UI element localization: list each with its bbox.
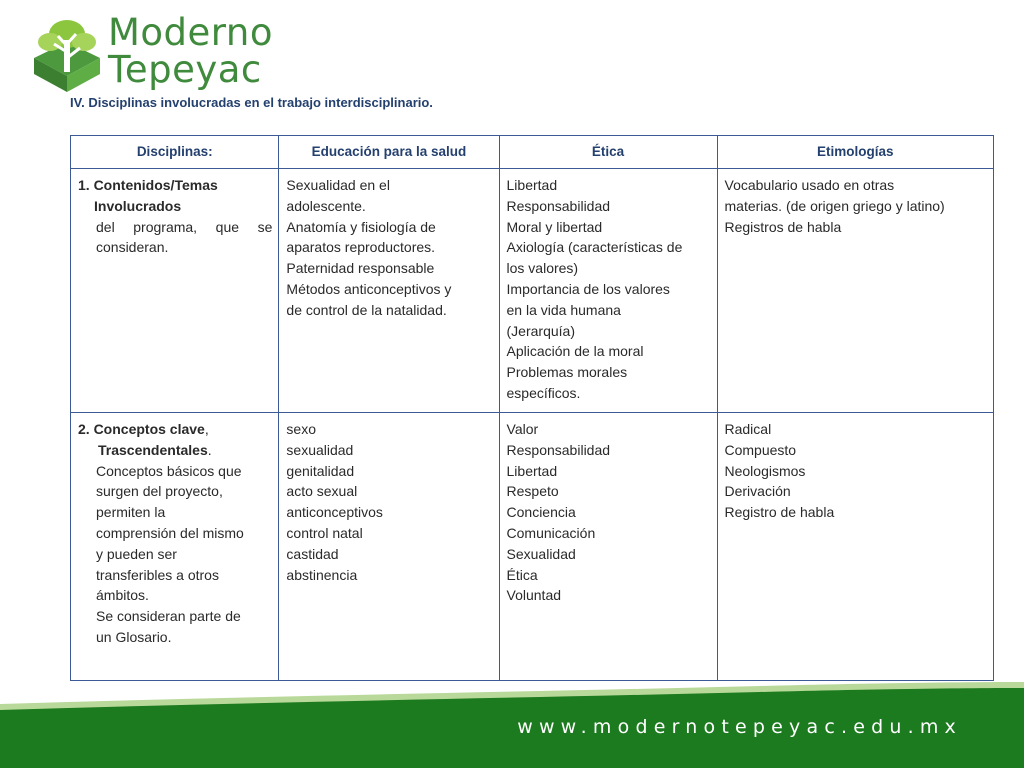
list-item: Paternidad responsable [286,260,435,277]
list-item: permiten la [96,504,166,521]
tree-logo-icon [28,14,106,94]
list-item: Importancia de los valores [506,280,670,297]
list-item: Se consideran parte de [96,608,241,625]
row1-salud [279,169,499,413]
list-item: materias. (de origen griego y latino) [724,197,945,214]
list-item: anticonceptivos [286,504,383,521]
list-item: Ética [506,566,538,583]
disciplines-table [70,135,994,681]
row2-etica [499,413,717,681]
list-item: Compuesto [724,441,797,458]
list-item: Registro de habla [724,504,835,521]
website-link[interactable]: www.modernotepeyac.edu.mx [517,716,962,738]
list-item: Valor [506,421,539,437]
list-item: Conceptos básicos que [96,462,242,479]
row1-subtitle: Involucrados [94,197,182,214]
brand-line-1: Moderno [108,11,273,54]
list-item: Anatomía y fisiología de [286,218,436,235]
brand-line-2: Tepeyac [108,48,262,91]
table-row [71,413,994,681]
list-item: Radical [724,421,772,437]
list-item: Libertad [506,177,558,193]
list-item: sexualidad [286,441,354,458]
row2-etimologias [717,413,994,681]
list-item: Registros de habla [724,218,842,235]
list-item: comprensión del mismo [96,524,244,541]
list-item: de control de la natalidad. [286,301,447,318]
row1-description: del programa, que se consideran. [96,218,273,256]
list-item: aparatos reproductores. [286,239,436,256]
row2-title: 2. Conceptos clave [78,421,205,437]
header-etica: Ética [499,136,717,169]
row2-salud [279,413,499,681]
list-item: sexo [286,421,316,437]
list-item: Neologismos [724,462,806,479]
list-item: Comunicación [506,524,596,541]
list-item: específicos. [506,384,581,401]
list-item: Libertad [506,462,558,479]
list-item: Conciencia [506,504,576,521]
list-item: Moral y libertad [506,218,603,235]
list-item: control natal [286,524,363,541]
row1-etica [499,169,717,413]
list-item: transferibles a otros [96,566,219,583]
row2-title-comma: , [204,421,209,437]
row2-subtitle: Trascendentales [98,441,208,458]
list-item: Sexualidad en el [286,177,390,193]
list-item: castidad [286,545,339,562]
row1-title: 1. Contenidos/Temas [78,177,218,193]
list-item: genitalidad [286,462,355,479]
row2-head [71,413,279,681]
list-item: ámbitos. [96,587,149,604]
list-item: abstinencia [286,566,358,583]
list-item: Problemas morales [506,364,628,381]
list-item: adolescente. [286,197,366,214]
list-item: (Jerarquía) [506,322,575,339]
header-row [71,136,994,169]
logo [28,12,318,94]
list-item: Voluntad [506,587,562,604]
table-row [71,169,994,413]
list-item: surgen del proyecto, [96,483,223,500]
list-item: Aplicación de la moral [506,343,644,360]
list-item: Vocabulario usado en otras [724,177,895,193]
list-item: y pueden ser [96,545,177,562]
header-disciplinas: Disciplinas: [71,136,279,169]
list-item: acto sexual [286,483,358,500]
list-item: Responsabilidad [506,441,611,458]
list-item: un Glosario. [96,628,172,645]
footer-band [0,670,1024,768]
list-item: Respeto [506,483,559,500]
list-item: los valores) [506,260,579,277]
list-item: Derivación [724,483,791,500]
list-item: Sexualidad [506,545,576,562]
list-item: en la vida humana [506,301,621,318]
brand-name [108,11,273,91]
list-item: Axiología (características de [506,239,683,256]
header-educacion-salud: Educación para la salud [279,136,499,169]
row1-etimologias [717,169,994,413]
header-etimologias: Etimologías [717,136,994,169]
list-item: Responsabilidad [506,197,611,214]
row1-head [71,169,279,413]
section-title: IV. Disciplinas involucradas en el trabajo interdisciplinario. [70,95,433,110]
list-item: Métodos anticonceptivos y [286,280,452,297]
row2-subtitle-dot: . [207,441,212,458]
